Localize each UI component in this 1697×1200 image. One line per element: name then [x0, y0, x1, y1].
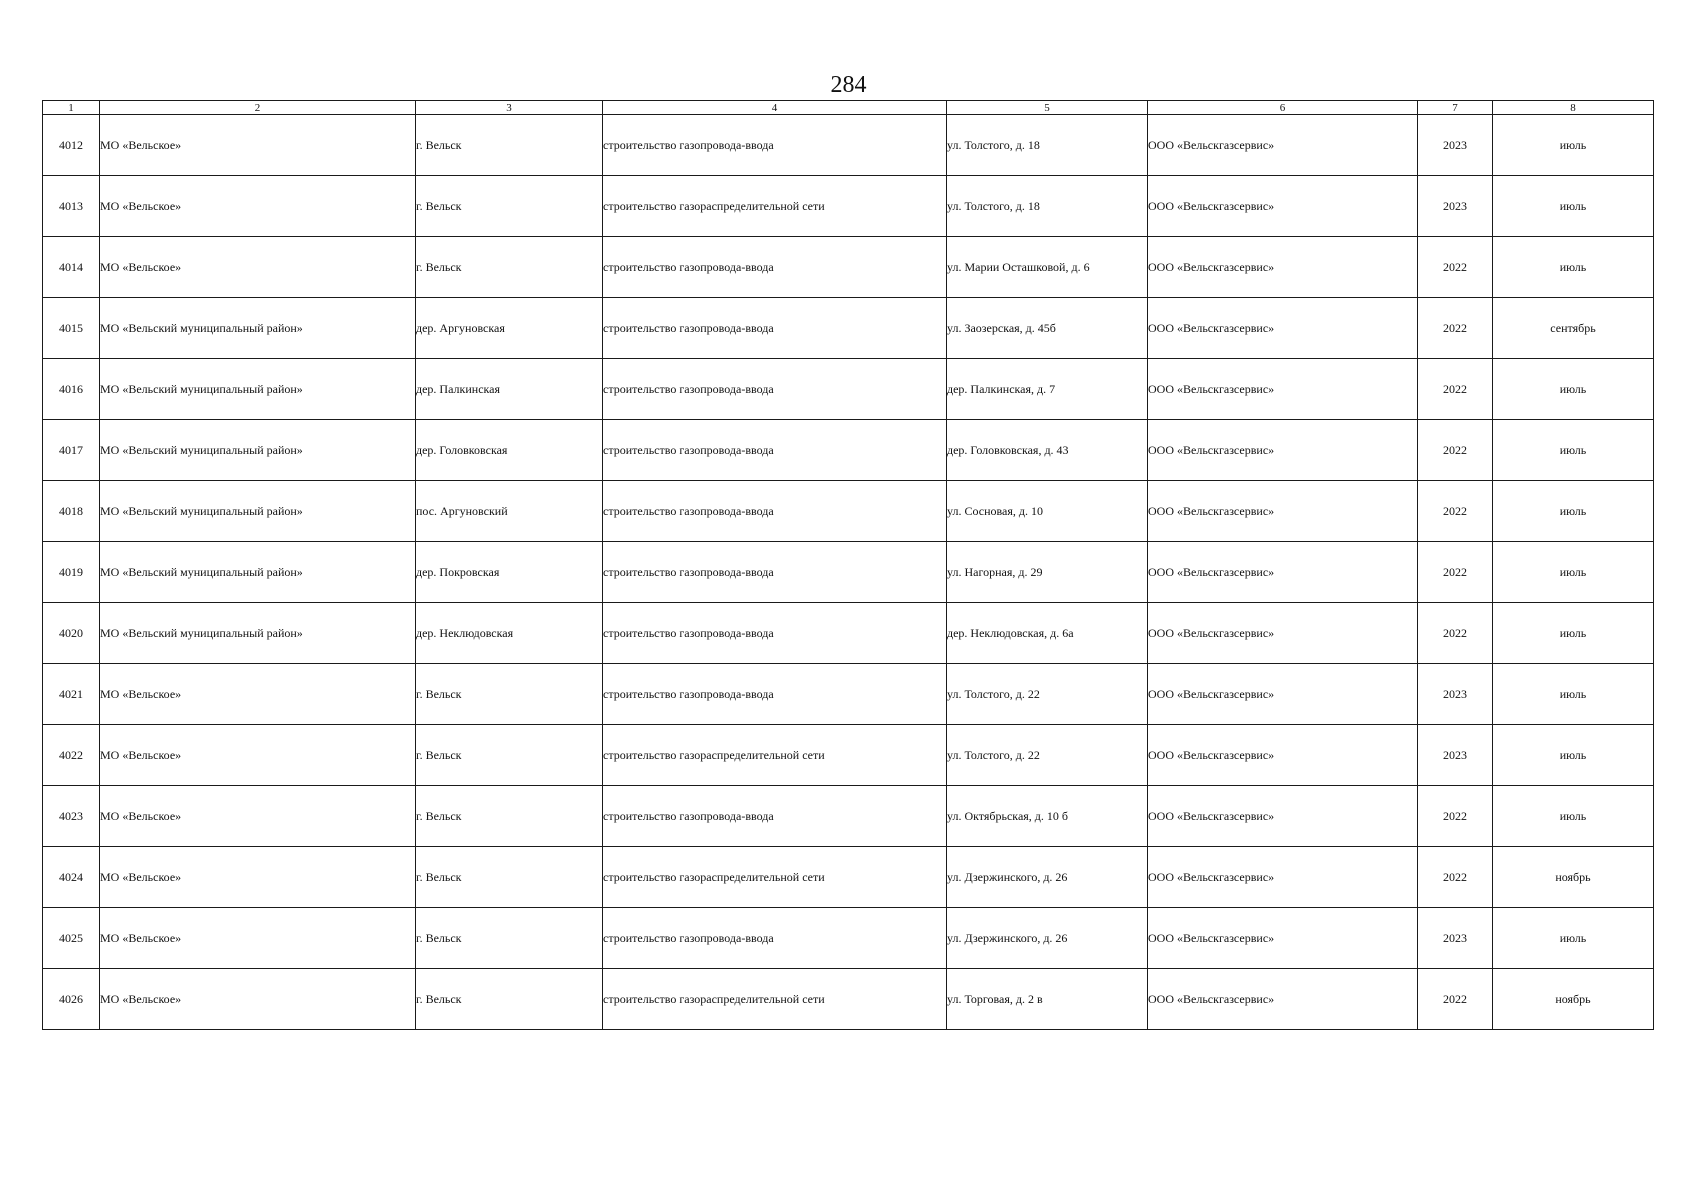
locality-cell: г. Вельск [416, 176, 603, 237]
table-row [43, 786, 1654, 847]
work-type-cell: строительство газопровода-ввода [603, 481, 947, 542]
row-number-cell: 4024 [43, 847, 100, 908]
column-number: 8 [1493, 101, 1654, 115]
work-type-cell: строительство газопровода-ввода [603, 298, 947, 359]
row-number-cell: 4019 [43, 542, 100, 603]
row-number-cell: 4026 [43, 969, 100, 1030]
locality-cell: г. Вельск [416, 969, 603, 1030]
contractor-cell: ООО «Вельскгазсервис» [1148, 359, 1418, 420]
month-cell: ноябрь [1493, 847, 1654, 908]
column-number: 6 [1148, 101, 1418, 115]
contractor-cell: ООО «Вельскгазсервис» [1148, 298, 1418, 359]
contractor-cell: ООО «Вельскгазсервис» [1148, 237, 1418, 298]
table-row [43, 176, 1654, 237]
month-cell: июль [1493, 908, 1654, 969]
table-row [43, 664, 1654, 725]
work-type-cell: строительство газопровода-ввода [603, 542, 947, 603]
table-row [43, 969, 1654, 1030]
contractor-cell: ООО «Вельскгазсервис» [1148, 786, 1418, 847]
municipality-cell: МО «Вельский муниципальный район» [100, 420, 416, 481]
locality-cell: дер. Головковская [416, 420, 603, 481]
gasification-register-table [42, 100, 1654, 1030]
municipality-cell: МО «Вельское» [100, 664, 416, 725]
year-cell: 2022 [1418, 786, 1493, 847]
row-number-cell: 4020 [43, 603, 100, 664]
row-number-cell: 4014 [43, 237, 100, 298]
year-cell: 2022 [1418, 481, 1493, 542]
month-cell: июль [1493, 481, 1654, 542]
municipality-cell: МО «Вельское» [100, 176, 416, 237]
work-type-cell: строительство газораспределительной сети [603, 969, 947, 1030]
month-cell: сентябрь [1493, 298, 1654, 359]
year-cell: 2022 [1418, 542, 1493, 603]
address-cell: ул. Торговая, д. 2 в [947, 969, 1148, 1030]
municipality-cell: МО «Вельское» [100, 786, 416, 847]
contractor-cell: ООО «Вельскгазсервис» [1148, 664, 1418, 725]
table-row [43, 298, 1654, 359]
address-cell: дер. Неклюдовская, д. 6а [947, 603, 1148, 664]
work-type-cell: строительство газораспределительной сети [603, 725, 947, 786]
month-cell: июль [1493, 786, 1654, 847]
work-type-cell: строительство газораспределительной сети [603, 176, 947, 237]
table-row [43, 420, 1654, 481]
contractor-cell: ООО «Вельскгазсервис» [1148, 908, 1418, 969]
row-number-cell: 4015 [43, 298, 100, 359]
column-number: 7 [1418, 101, 1493, 115]
column-number: 4 [603, 101, 947, 115]
year-cell: 2023 [1418, 725, 1493, 786]
work-type-cell: строительство газопровода-ввода [603, 908, 947, 969]
municipality-cell: МО «Вельский муниципальный район» [100, 603, 416, 664]
table-row [43, 481, 1654, 542]
year-cell: 2022 [1418, 298, 1493, 359]
month-cell: июль [1493, 664, 1654, 725]
municipality-cell: МО «Вельский муниципальный район» [100, 359, 416, 420]
contractor-cell: ООО «Вельскгазсервис» [1148, 542, 1418, 603]
month-cell: июль [1493, 115, 1654, 176]
column-number: 2 [100, 101, 416, 115]
work-type-cell: строительство газопровода-ввода [603, 237, 947, 298]
month-cell: ноябрь [1493, 969, 1654, 1030]
work-type-cell: строительство газопровода-ввода [603, 664, 947, 725]
year-cell: 2022 [1418, 969, 1493, 1030]
locality-cell: г. Вельск [416, 725, 603, 786]
year-cell: 2022 [1418, 603, 1493, 664]
year-cell: 2023 [1418, 908, 1493, 969]
municipality-cell: МО «Вельский муниципальный район» [100, 298, 416, 359]
year-cell: 2023 [1418, 664, 1493, 725]
contractor-cell: ООО «Вельскгазсервис» [1148, 603, 1418, 664]
row-number-cell: 4021 [43, 664, 100, 725]
locality-cell: г. Вельск [416, 786, 603, 847]
address-cell: ул. Сосновая, д. 10 [947, 481, 1148, 542]
address-cell: ул. Заозерская, д. 45б [947, 298, 1148, 359]
table-row [43, 115, 1654, 176]
contractor-cell: ООО «Вельскгазсервис» [1148, 481, 1418, 542]
municipality-cell: МО «Вельское» [100, 115, 416, 176]
row-number-cell: 4025 [43, 908, 100, 969]
table-row [43, 359, 1654, 420]
table-row [43, 725, 1654, 786]
row-number-cell: 4023 [43, 786, 100, 847]
locality-cell: г. Вельск [416, 664, 603, 725]
locality-cell: г. Вельск [416, 237, 603, 298]
locality-cell: дер. Неклюдовская [416, 603, 603, 664]
address-cell: ул. Толстого, д. 18 [947, 115, 1148, 176]
contractor-cell: ООО «Вельскгазсервис» [1148, 847, 1418, 908]
month-cell: июль [1493, 603, 1654, 664]
address-cell: ул. Марии Осташковой, д. 6 [947, 237, 1148, 298]
month-cell: июль [1493, 359, 1654, 420]
year-cell: 2022 [1418, 237, 1493, 298]
work-type-cell: строительство газопровода-ввода [603, 359, 947, 420]
month-cell: июль [1493, 542, 1654, 603]
address-cell: ул. Дзержинского, д. 26 [947, 847, 1148, 908]
column-number: 3 [416, 101, 603, 115]
contractor-cell: ООО «Вельскгазсервис» [1148, 725, 1418, 786]
year-cell: 2023 [1418, 176, 1493, 237]
work-type-cell: строительство газопровода-ввода [603, 603, 947, 664]
address-cell: ул. Дзержинского, д. 26 [947, 908, 1148, 969]
locality-cell: пос. Аргуновский [416, 481, 603, 542]
locality-cell: г. Вельск [416, 908, 603, 969]
row-number-cell: 4022 [43, 725, 100, 786]
municipality-cell: МО «Вельское» [100, 847, 416, 908]
year-cell: 2022 [1418, 359, 1493, 420]
municipality-cell: МО «Вельское» [100, 969, 416, 1030]
column-number: 1 [43, 101, 100, 115]
table-body [43, 115, 1654, 1030]
column-number: 5 [947, 101, 1148, 115]
month-cell: июль [1493, 725, 1654, 786]
work-type-cell: строительство газораспределительной сети [603, 847, 947, 908]
address-cell: ул. Октябрьская, д. 10 б [947, 786, 1148, 847]
table-row [43, 847, 1654, 908]
municipality-cell: МО «Вельское» [100, 237, 416, 298]
address-cell: ул. Толстого, д. 22 [947, 725, 1148, 786]
address-cell: ул. Толстого, д. 22 [947, 664, 1148, 725]
locality-cell: г. Вельск [416, 847, 603, 908]
row-number-cell: 4017 [43, 420, 100, 481]
address-cell: дер. Головковская, д. 43 [947, 420, 1148, 481]
row-number-cell: 4013 [43, 176, 100, 237]
address-cell: дер. Палкинская, д. 7 [947, 359, 1148, 420]
table-row [43, 237, 1654, 298]
municipality-cell: МО «Вельское» [100, 908, 416, 969]
work-type-cell: строительство газопровода-ввода [603, 420, 947, 481]
year-cell: 2023 [1418, 115, 1493, 176]
column-number-row [43, 101, 1654, 115]
month-cell: июль [1493, 176, 1654, 237]
table-row [43, 603, 1654, 664]
work-type-cell: строительство газопровода-ввода [603, 115, 947, 176]
contractor-cell: ООО «Вельскгазсервис» [1148, 420, 1418, 481]
address-cell: ул. Толстого, д. 18 [947, 176, 1148, 237]
table-row [43, 908, 1654, 969]
row-number-cell: 4016 [43, 359, 100, 420]
table-row [43, 542, 1654, 603]
row-number-cell: 4012 [43, 115, 100, 176]
contractor-cell: ООО «Вельскгазсервис» [1148, 969, 1418, 1030]
year-cell: 2022 [1418, 847, 1493, 908]
locality-cell: дер. Палкинская [416, 359, 603, 420]
month-cell: июль [1493, 237, 1654, 298]
address-cell: ул. Нагорная, д. 29 [947, 542, 1148, 603]
locality-cell: г. Вельск [416, 115, 603, 176]
municipality-cell: МО «Вельское» [100, 725, 416, 786]
row-number-cell: 4018 [43, 481, 100, 542]
municipality-cell: МО «Вельский муниципальный район» [100, 481, 416, 542]
contractor-cell: ООО «Вельскгазсервис» [1148, 176, 1418, 237]
municipality-cell: МО «Вельский муниципальный район» [100, 542, 416, 603]
locality-cell: дер. Покровская [416, 542, 603, 603]
locality-cell: дер. Аргуновская [416, 298, 603, 359]
contractor-cell: ООО «Вельскгазсервис» [1148, 115, 1418, 176]
year-cell: 2022 [1418, 420, 1493, 481]
work-type-cell: строительство газопровода-ввода [603, 786, 947, 847]
page-number: 284 [830, 72, 867, 98]
month-cell: июль [1493, 420, 1654, 481]
